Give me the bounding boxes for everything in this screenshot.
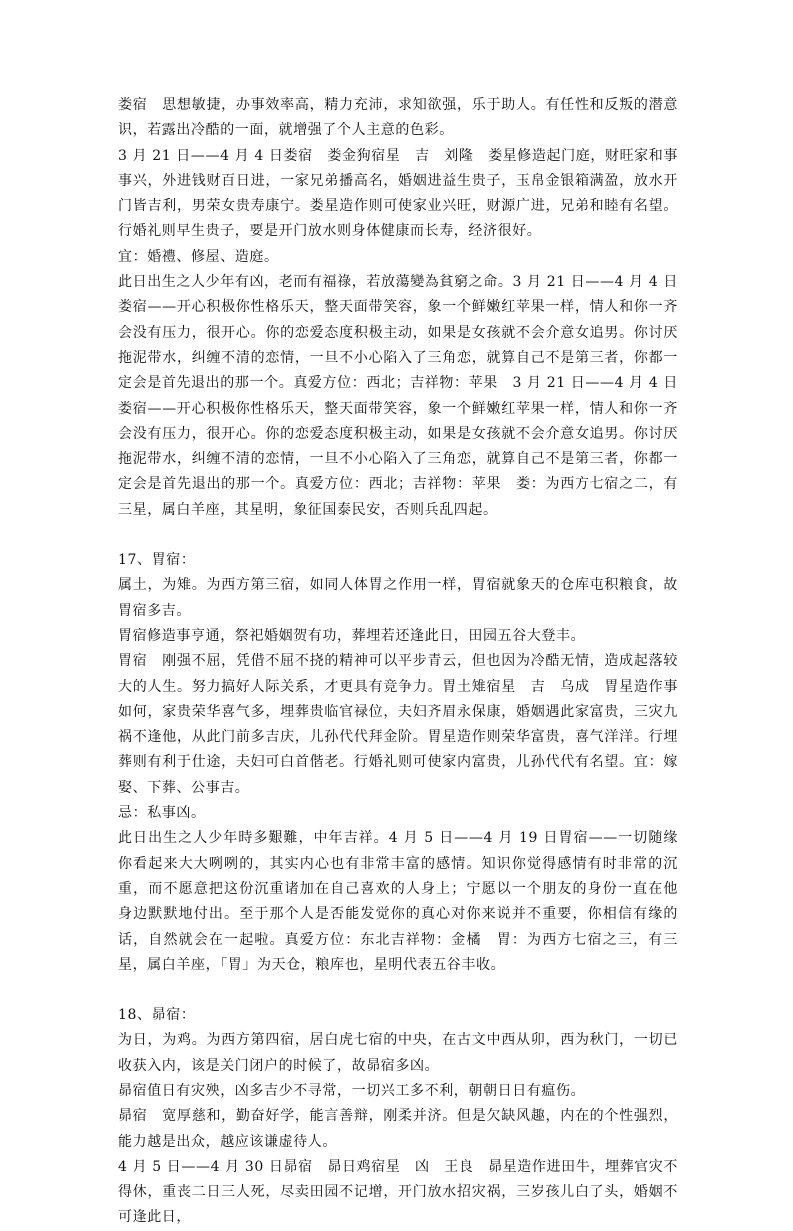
paragraph-wei-avoid: 忌：私事凶。 — [118, 805, 206, 822]
paragraph-mao-personality: 昴宿 宽厚慈和，勤奋好学，能言善辩，刚柔并济。但是欠缺风趣，内在的个性强烈，能力越是出众，越应该谦虚待人。 — [118, 1108, 678, 1150]
paragraph-lou-suitable: 宜：婚禮、修屋、造庭。 — [118, 248, 279, 265]
paragraph-mao-verse: 昴宿值日有灾殃，凶多吉少不寻常，一切兴工多不利，朝朝日日有瘟伤。 — [118, 1082, 586, 1099]
paragraph-wei-personality: 胃宿 刚强不屈，凭借不屈不挠的精神可以平步青云，但也因为冷酷无情，造成起落较大的人生。努力搞好人际关系，才更具有竞争力。胃土雉宿星 吉 乌成 胃星造作事如何，家贵荣华喜气多，埋葬贵临官禄位，夫妇齐眉永保康，婚姻遇此家富贵，三灾九祸不逢他，从此门前多吉庆，儿孙代代拜金阶。胃星造作则荣华富贵，喜气洋洋。行埋葬则有利于仕途，夫妇可白首偕老。行婚礼则可使家内富贵，儿孙代代有名望。宜：嫁娶、下葬、公事吉。 — [118, 653, 678, 796]
section-heading-wei: 17、胃宿： — [118, 552, 196, 569]
section-heading-mao: 18、昴宿： — [118, 1007, 196, 1024]
paragraph-mao-intro: 为日，为鸡。为西方第四宿，居白虎七宿的中央，在古文中西从卯，西为秋门，一切已收获入内，该是关门闭户的时候了，故昴宿多凶。 — [118, 1032, 678, 1074]
paragraph-wei-love: 此日出生之人少年時多艱難，中年吉祥。4 月 5 日——4 月 19 日胃宿——一切随缘 你看起来大大咧咧的，其实内心也有非常丰富的感情。知识你觉得感情有时非常的沉重，而不愿意把这份沉重诸加在自己喜欢的人身上；宁愿以一个朋友的身份一直在他 身边默默地付出。至于那个人是否能发觉你的真心对你来说并不重要，你相信有缘的话，自然就会在一起啦。真爱方位：东北吉祥物：金橘 胃：为西方七宿之三，有三星，属白羊座，「胃」为天仓，粮库也，星明代表五谷丰收。 — [118, 830, 693, 973]
blank-line — [118, 523, 678, 548]
paragraph-lou-love: 此日出生之人少年有凶，老而有福祿，若放蕩變為貧窮之命。3 月 21 日——4 月 4 日娄宿——开心积极你性格乐天，整天面带笑容，象一个鲜嫩红苹果一样，情人和你一齐会没有压力，很开心。你的恋爱态度积极主动，如果是女孩就不会介意女追男。你讨厌拖泥带水，纠缠不清的恋情，一旦不小心陷入了三角恋，就算自己不是第三者，你都一定会是首先退出的那一个。真爱方位：西北；吉祥物：苹果 3 月 21 日——4 月 4 日娄宿——开心积极你性格乐天，整天面带笑容，象一个鲜嫩红苹果一样，情人和你一齐会没有压力，很开心。你的恋爱态度积极主动，如果是女孩就不会介意女追男。你讨厌拖泥带水，纠缠不清的恋情，一旦不小心陷入了三角恋，就算自己不是第三者，你都一定会是首先退出的那一个。真爱方位：西北；吉祥物：苹果 娄：为西方七宿之二，有三星，属白羊座，其星明，象征国泰民安，否则兵乱四起。 — [118, 274, 678, 518]
paragraph-mao-dates: 4 月 5 日——4 月 30 日昴宿 昴日鸡宿星 凶 王良 昴星造作进田牛，埋葬官灾不得休，重丧二日三人死，尽卖田园不记增，开门放水招灾祸，三岁孩儿白了头，婚姻不可逢此日， — [118, 1158, 678, 1226]
document-page — [118, 93, 693, 1231]
blank-line — [118, 978, 678, 1003]
paragraph-lou-dates: 3 月 21 日——4 月 4 日娄宿 娄金狗宿星 吉 刘隆 娄星修造起门庭，财旺家和事事兴，外进钱财百日进，一家兄弟播高名，婚姻进益生贵子，玉帛金银箱满盈，放水开门皆吉利，男荣女贵寿康宁。娄星造作则可使家业兴旺，财源广进，兄弟和睦有名望。行婚礼则早生贵子，要是开门放水则身体健康而长寿，经济很好。 — [118, 147, 678, 240]
paragraph-wei-verse: 胃宿修造事亨通，祭祀婚姻贺有功，葬埋若还逢此日，田园五谷大登丰。 — [118, 627, 586, 644]
paragraph-wei-intro: 属土，为雉。为西方第三宿，如同人体胃之作用一样，胃宿就象天的仓库屯积粮食，故胃宿多吉。 — [118, 577, 678, 619]
paragraph-lou-personality: 娄宿 思想敏捷，办事效率高，精力充沛，求知欲强，乐于助人。有任性和反叛的潜意识，若露出冷酷的一面，就增强了个人主意的色彩。 — [118, 97, 678, 139]
